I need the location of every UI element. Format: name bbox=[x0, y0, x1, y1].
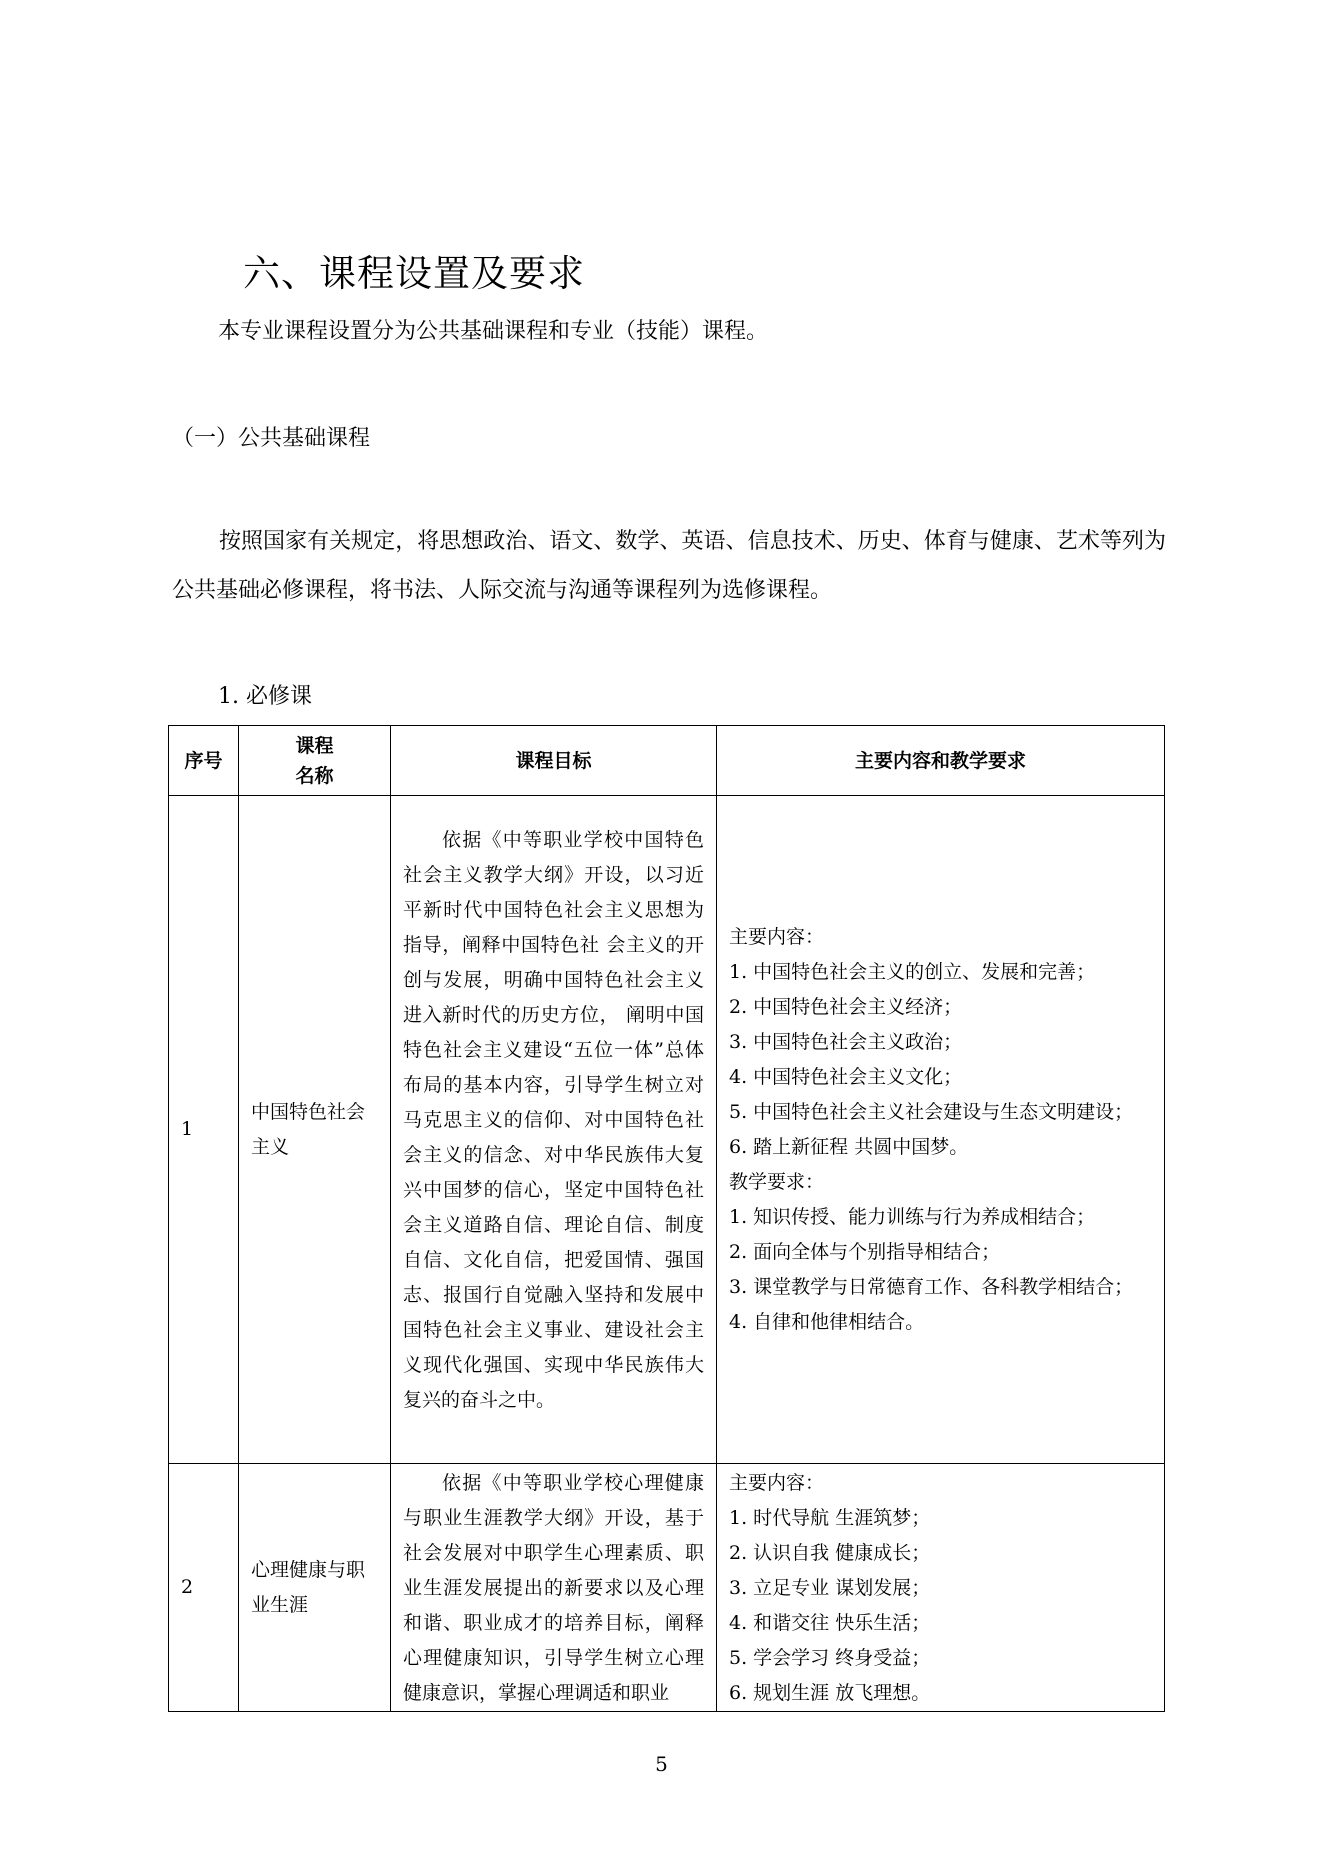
row-content bbox=[717, 796, 1165, 1464]
content-line: 1. 知识传授、能力训练与行为养成相结合； bbox=[729, 1205, 1096, 1228]
content-line: 教学要求： bbox=[729, 1170, 825, 1193]
content-line: 1. 中国特色社会主义的创立、发展和完善； bbox=[729, 960, 1096, 983]
row-goal-text: 依据《中等职业学校心理健康与职业生涯教学大纲》开设，基于社会发展对中职学生心理素质、职业生涯发展提出的新要求以及心理和谐、职业成才的培养目标，阐释心理健康知识，引导学生树立心理健康意识，掌握心理调适和职业 bbox=[403, 1472, 704, 1704]
content-line: 6. 踏上新征程 共圆中国梦。 bbox=[729, 1135, 969, 1158]
page-number: 5 bbox=[655, 1752, 668, 1776]
table-row bbox=[169, 1464, 1165, 1712]
row-goal bbox=[391, 1464, 717, 1712]
row-name: 心理健康与职业生涯 bbox=[239, 1464, 391, 1712]
content-line: 4. 和谐交往 快乐生活； bbox=[729, 1612, 931, 1634]
table-header-row bbox=[169, 726, 1165, 796]
section-heading: 六、课程设置及要求 bbox=[243, 252, 585, 295]
content-line: 4. 中国特色社会主义文化； bbox=[729, 1065, 963, 1088]
header-name bbox=[239, 726, 391, 796]
content-line: 2. 中国特色社会主义经济； bbox=[729, 995, 963, 1018]
row-goal-text: 依据《中等职业学校中国特色社会主义教学大纲》开设，以习近平新时代中国特色社会主义思想为指导，阐释中国特色社 会主义的开创与发展，明确中国特色社会主义进入新时代的历史方位， 阐明中国特色社会主义建设“五位一体”总体布局的基本内容，引导学生树立对马克思主义的信仰、对中国特色社会主义的信念、对中华民族伟大复兴中国梦的信心，坚定中国特色社会主义道路自信、理论自信、制度自信、文化自信，把爱国情、强国志、报国行自觉融入坚持和发展中国特色社会主义事业、建设社会主义现代化强国、实现中华民族伟大复兴的奋斗之中。 bbox=[403, 829, 704, 1411]
row-no: 2 bbox=[169, 1464, 239, 1712]
content-line: 主要内容： bbox=[729, 1472, 825, 1494]
row-name: 中国特色社会主义 bbox=[239, 796, 391, 1464]
body-paragraph: 按照国家有关规定，将思想政治、语文、数学、英语、信息技术、历史、体育与健康、艺术等列为公共基础必修课程，将书法、人际交流与沟通等课程列为选修课程。 bbox=[172, 529, 1166, 603]
table-row bbox=[169, 796, 1165, 1464]
content-line: 3. 立足专业 谋划发展； bbox=[729, 1577, 931, 1599]
content-line: 4. 自律和他律相结合。 bbox=[729, 1310, 925, 1333]
content-line: 3. 课堂教学与日常德育工作、各科教学相结合； bbox=[729, 1275, 1134, 1298]
content-line: 3. 中国特色社会主义政治； bbox=[729, 1030, 963, 1053]
course-table bbox=[168, 725, 1165, 1712]
header-name-line1: 课程 bbox=[295, 734, 334, 757]
row-no: 1 bbox=[169, 796, 239, 1464]
header-no: 序号 bbox=[169, 726, 239, 796]
row-goal bbox=[391, 796, 717, 1464]
header-name-line2: 名称 bbox=[295, 764, 334, 787]
subsection-heading: （一）公共基础课程 bbox=[172, 426, 371, 451]
content-line: 主要内容： bbox=[729, 925, 825, 948]
header-content: 主要内容和教学要求 bbox=[717, 726, 1165, 796]
content-line: 2. 面向全体与个别指导相结合； bbox=[729, 1240, 1001, 1263]
header-goal: 课程目标 bbox=[391, 726, 717, 796]
content-line: 6. 规划生涯 放飞理想。 bbox=[729, 1682, 931, 1704]
content-line: 2. 认识自我 健康成长； bbox=[729, 1542, 931, 1564]
content-line: 5. 学会学习 终身受益； bbox=[729, 1647, 931, 1669]
row-content bbox=[717, 1464, 1165, 1712]
intro-paragraph: 本专业课程设置分为公共基础课程和专业（技能）课程。 bbox=[218, 319, 769, 344]
content-line: 1. 时代导航 生涯筑梦； bbox=[729, 1507, 931, 1529]
content-line: 5. 中国特色社会主义社会建设与生态文明建设； bbox=[729, 1100, 1134, 1123]
required-courses-label: 1. 必修课 bbox=[218, 684, 312, 709]
